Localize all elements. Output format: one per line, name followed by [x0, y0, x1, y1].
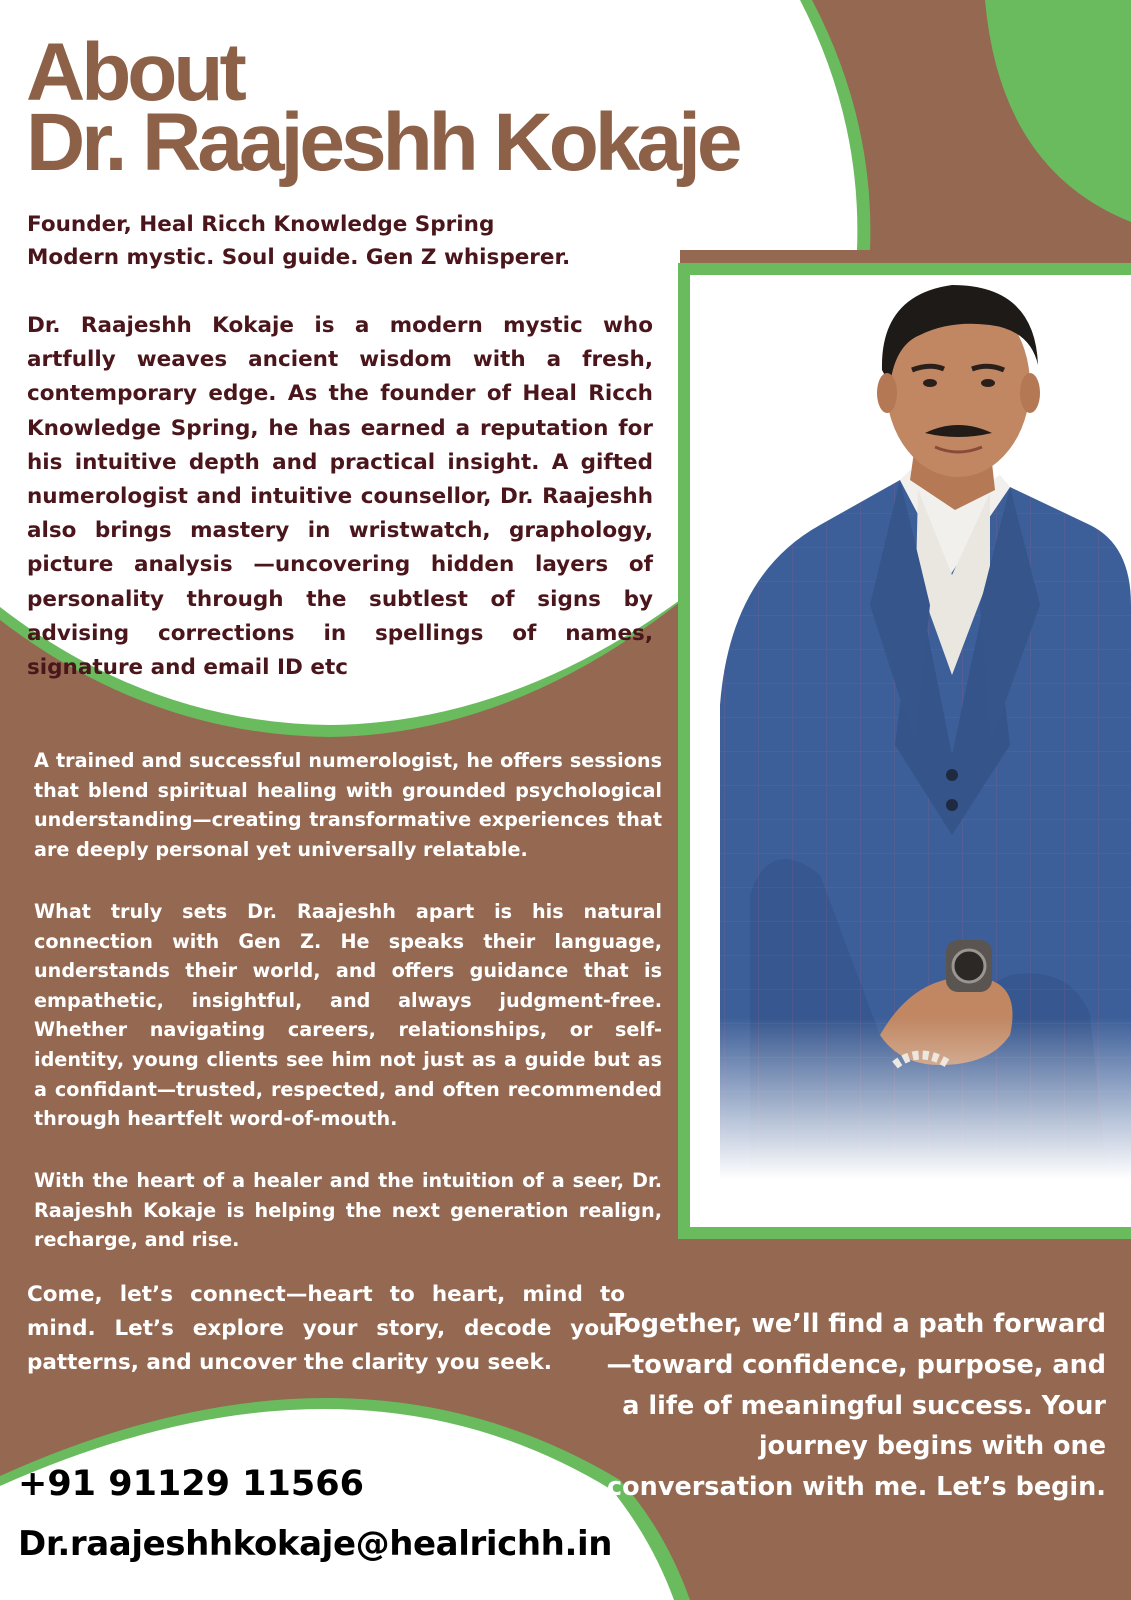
connect-paragraph: Come, let’s connect—heart to heart, mind to mind. Let’s explore your story, decode your patterns, and uncover the clarity you seek. [27, 1282, 625, 1375]
subtitle-founder: Founder, Heal Ricch Knowledge Spring [27, 212, 495, 237]
subtitle-tagline: Modern mystic. Soul guide. Gen Z whisperer. [27, 245, 571, 270]
portrait-photo [690, 275, 1131, 1227]
title-line-about: About [26, 27, 243, 118]
body-paragraph-1: A trained and successful numerologist, he offers sessions that blend spiritual healing with grounded psychological understanding—creating transformative experiences that are deeply personal yet universally relatable. [34, 749, 662, 861]
closing-paragraph: Together, we’ll find a path forward—toward confidence, purpose, and a life of meaningful success. Your journey begins with one conversation with me. Let’s begin. [606, 1309, 1106, 1503]
subtitle [27, 208, 570, 274]
intro-paragraph: Dr. Raajeshh Kokaje is a modern mystic who artfully weaves ancient wisdom with a fresh, contemporary edge. As the founder of Heal Ricch Knowledge Spring, he has earned a reputation for his intuitive depth and practical insight. A gifted numerologist and intuitive counsellor, Dr. Raajeshh also brings mastery in wristwatch, graphology, picture analysis —uncovering hidden layers of personality through the subtlest of signs by advising corrections in spellings of names, signature and email ID etc [27, 313, 653, 681]
page-title [26, 27, 739, 188]
title-line-name: Dr. Raajeshh Kokaje [26, 97, 739, 188]
email-address[interactable]: Dr.raajeshhkokaje@healrichh.in [18, 1524, 613, 1564]
body-paragraph-3: With the heart of a healer and the intuition of a seer, Dr. Raajeshh Kokaje is helping the next generation realign, recharge, and rise. [34, 1169, 662, 1252]
body-paragraph-2: What truly sets Dr. Raajeshh apart is his natural connection with Gen Z. He speaks their language, understands their world, and offers guidance that is empathetic, insightful, and always judgment-free. Whether navigating careers, relationships, or self-identity, young clients see him not just as a guide but as a confidant—trusted, respected, and often recommended through heartfelt word-of-mouth. [34, 900, 662, 1131]
photo-frame [678, 263, 1131, 1239]
phone-number[interactable]: +91 91129 11566 [18, 1464, 364, 1504]
